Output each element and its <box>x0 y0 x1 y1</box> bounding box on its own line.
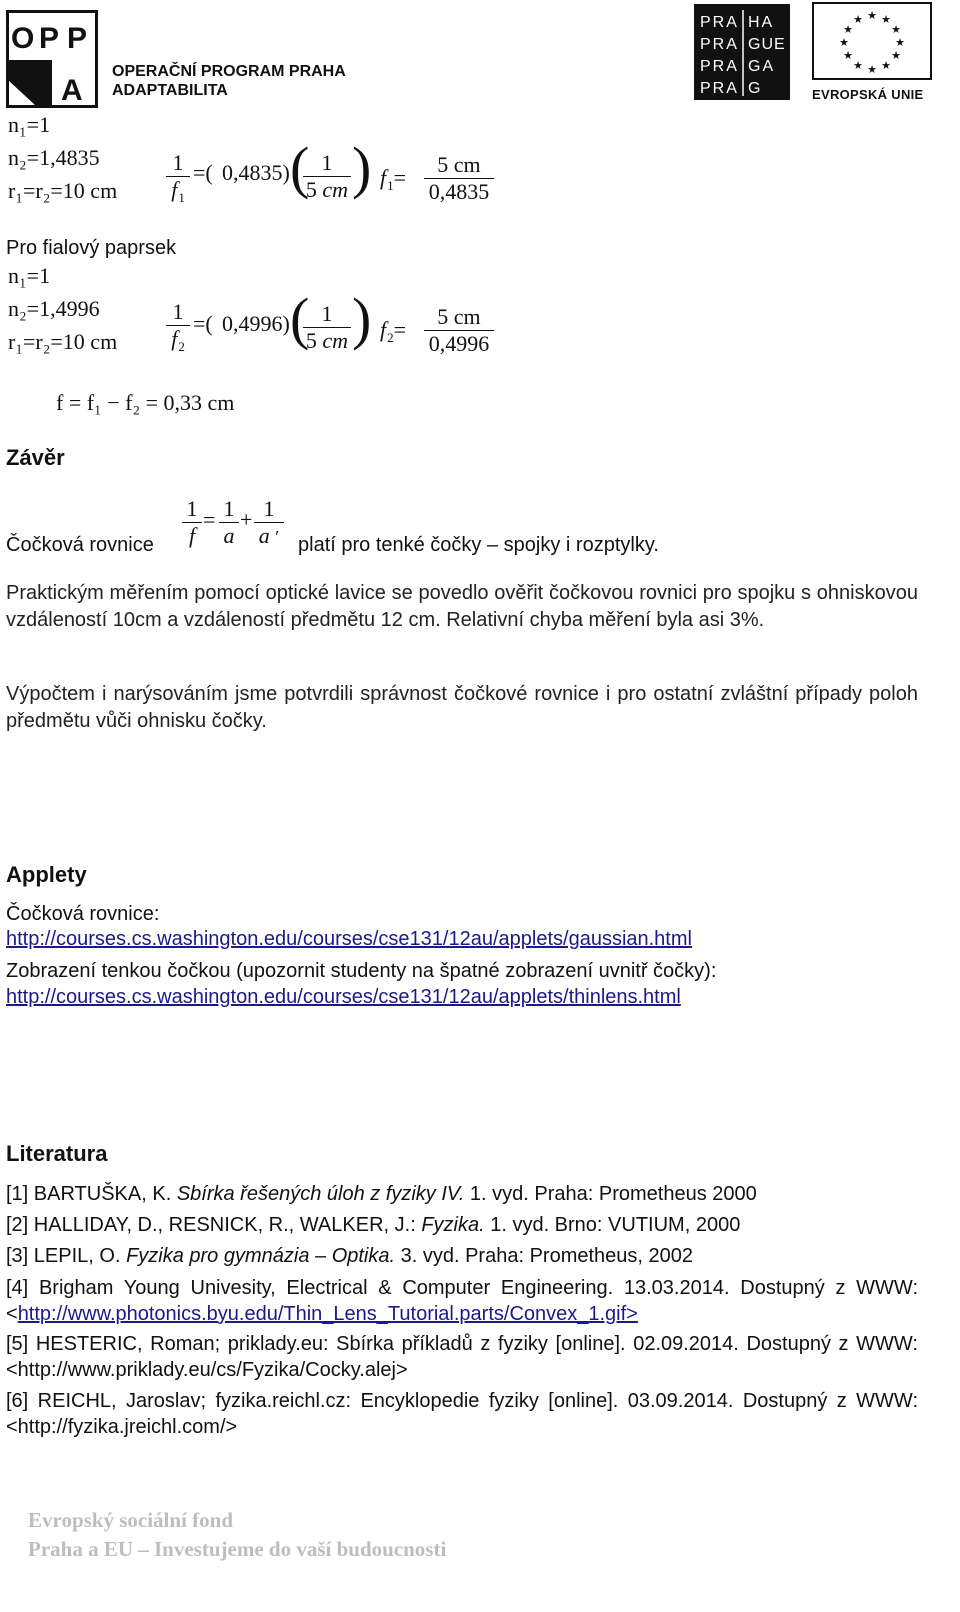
svg-text:★: ★ <box>867 9 877 22</box>
applet-2-link[interactable]: http://courses.cs.washington.edu/courses/cse131/12au/applets/thinlens.html <box>6 986 681 1008</box>
reference-3-authors: [3] LEPIL, O. <box>6 1245 127 1267</box>
applet-1-label: Čočková rovnice: <box>6 903 160 925</box>
lens-lhs-fraction: $\frac{1}{f}$ <box>182 496 202 549</box>
eu-flag-icon <box>812 2 932 80</box>
red-n1: n₁=1 <box>8 112 51 137</box>
reference-2-title: Fyzika. <box>421 1214 485 1236</box>
violet-coef: 0,4996) <box>222 311 290 336</box>
violet-right-paren: ) <box>352 286 372 351</box>
reference-1-authors: [1] BARTUŠKA, K. <box>6 1183 177 1205</box>
red-r: r₁=r₂=10 cm <box>8 178 118 203</box>
reference-6: [6] REICHL, Jaroslav; fyzika.reichl.cz: Encyklopedie fyziky [online]. 03.09.2014. Dostupný z WWW: <http://fyzika.jreichl.com/> <box>6 1390 918 1438</box>
reference-1-publisher: 1. vyd. Praha: Prometheus 2000 <box>464 1183 757 1205</box>
lens-a-fraction: $\frac{1}{a}$ <box>219 496 239 549</box>
svg-text:G: G <box>748 80 763 97</box>
svg-text:★: ★ <box>867 63 877 76</box>
applets-heading: Applety <box>6 862 87 887</box>
program-line1: OPERAČNÍ PROGRAM PRAHA <box>112 63 346 80</box>
red-f1-label: $f_1=$ <box>380 165 407 193</box>
reference-1-title: Sbírka řešených úloh z fyziky IV. <box>176 1183 465 1205</box>
svg-text:A: A <box>61 74 83 107</box>
svg-text:GA: GA <box>748 58 776 75</box>
red-result-den: 0,4835 <box>428 179 490 204</box>
svg-text:PRA: PRA <box>700 14 739 31</box>
svg-text:★: ★ <box>895 36 905 49</box>
svg-text:PRA: PRA <box>700 80 739 97</box>
violet-result-num: 5 cm <box>424 304 494 331</box>
violet-n1: n₁=1 <box>8 263 51 288</box>
applet-1-link[interactable]: http://courses.cs.washington.edu/courses/cse131/12au/applets/gaussian.html <box>6 928 692 950</box>
oppa-logo-graphic <box>6 10 98 108</box>
svg-text:P: P <box>67 22 88 55</box>
conclusion-heading: Závěr <box>6 445 65 470</box>
violet-result-fraction <box>424 304 494 357</box>
violet-inner-fraction: $\frac{1}{5 cm}$ <box>303 301 351 354</box>
red-result-fraction <box>424 152 494 205</box>
svg-text:HA: HA <box>748 14 775 31</box>
violet-left-paren: ( <box>290 286 310 351</box>
footer-line-2: Praha a EU – Investujeme do vaší budoucnosti <box>28 1537 447 1561</box>
red-equals: =( <box>193 160 213 185</box>
program-title <box>112 62 346 100</box>
conclusion-paragraph-1: Praktickým měřením pomocí optické lavice se povedlo ověřit čočkovou rovnici pro spojku s ohniskovou vzdáleností 10cm a vzdáleností předmětu 12 cm. Relativní chyba měření byla asi 3%. <box>6 582 918 631</box>
eu-logo <box>812 2 932 100</box>
reference-1 <box>6 1181 918 1207</box>
violet-f2-label: $f_2=$ <box>380 317 407 345</box>
red-n2: n₂=1,4835 <box>8 145 100 170</box>
lens-equation-note: platí pro tenké čočky – spojky i rozptylky. <box>298 534 659 556</box>
red-coef-value: 0,4835 <box>222 160 283 185</box>
red-coef: 0,4835) <box>222 160 290 185</box>
svg-text:★: ★ <box>843 23 853 36</box>
reference-2 <box>6 1212 918 1238</box>
red-result-num: 5 cm <box>424 152 494 179</box>
eu-label: EVROPSKÁ UNIE <box>812 87 924 102</box>
program-line2: ADAPTABILITA <box>112 82 228 99</box>
lens-a-prime-fraction: $\frac{1}{a '}$ <box>254 496 284 550</box>
svg-text:★: ★ <box>881 13 891 26</box>
violet-r: r₁=r₂=10 cm <box>8 329 118 354</box>
svg-text:★: ★ <box>891 23 901 36</box>
violet-title: Pro fialový paprsek <box>6 237 177 259</box>
oppa-logo <box>6 10 98 108</box>
svg-text:PRA: PRA <box>700 36 739 53</box>
reference-2-authors: [2] HALLIDAY, D., RESNICK, R., WALKER, J.: <box>6 1214 422 1236</box>
svg-text:P: P <box>39 22 60 55</box>
praha-logo-graphic <box>694 4 790 100</box>
reference-4-text: [4] Brigham Young Univesity, Electrical & Computer Engineering. 13.03.2014. Dostupný z WWW: < <box>6 1277 918 1325</box>
svg-text:★: ★ <box>839 36 849 49</box>
violet-result-den: 0,4996 <box>428 331 490 356</box>
conclusion-paragraph-2: Výpočtem i narýsováním jsme potvrdili správnost čočkové rovnice i pro ostatní zvláštní případy poloh předmětu vůči ohnisku čočky. <box>6 683 918 732</box>
red-left-paren: ( <box>290 135 310 200</box>
svg-text:PRA: PRA <box>700 58 739 75</box>
svg-text:★: ★ <box>843 49 853 62</box>
svg-text:O: O <box>11 22 35 55</box>
red-inv-f-fraction: $\frac{1}{f_1}$ <box>166 150 190 206</box>
reference-4 <box>6 1275 918 1327</box>
footer-line-1: Evropský sociální fond <box>28 1508 234 1532</box>
svg-text:★: ★ <box>881 59 891 72</box>
violet-n2: n₂=1,4996 <box>8 296 100 321</box>
svg-text:★: ★ <box>853 13 863 26</box>
red-right-paren: ) <box>352 135 372 200</box>
reference-5: [5] HESTERIC, Roman; priklady.eu: Sbírka příkladů z fyziky [online]. 02.09.2014. Dostupný z WWW: <http://www.priklady.eu/cs/Fyzika/Cocky.alej> <box>6 1333 918 1381</box>
reference-3-publisher: 3. vyd. Praha: Prometheus, 2002 <box>395 1245 694 1267</box>
lens-equals: = <box>203 507 216 532</box>
svg-text:★: ★ <box>853 59 863 72</box>
reference-3 <box>6 1243 918 1269</box>
svg-text:★: ★ <box>891 49 901 62</box>
reference-3-title: Fyzika pro gymnázia – Optika. <box>126 1245 396 1267</box>
svg-text:GUE: GUE <box>748 36 786 53</box>
lens-plus: + <box>240 507 253 532</box>
red-inner-fraction: $\frac{1}{5 cm}$ <box>303 150 351 203</box>
literature-heading: Literatura <box>6 1141 108 1166</box>
praha-logo <box>694 4 790 100</box>
violet-coef-value: 0,4996 <box>222 311 283 336</box>
reference-2-publisher: 1. vyd. Brno: VUTIUM, 2000 <box>484 1214 741 1236</box>
lens-equation-label: Čočková rovnice <box>6 534 154 556</box>
reference-4-link[interactable]: http://www.photonics.byu.edu/Thin_Lens_Tutorial.parts/Convex_1.gif> <box>17 1303 638 1325</box>
violet-inv-f-fraction: $\frac{1}{f_2}$ <box>166 299 190 355</box>
focal-difference: f = f₁ − f₂ = 0,33 cm <box>56 390 235 415</box>
violet-equals: =( <box>193 311 213 336</box>
applet-2-label: Zobrazení tenkou čočkou (upozornit studenty na špatné zobrazení uvnitř čočky): <box>6 960 717 982</box>
